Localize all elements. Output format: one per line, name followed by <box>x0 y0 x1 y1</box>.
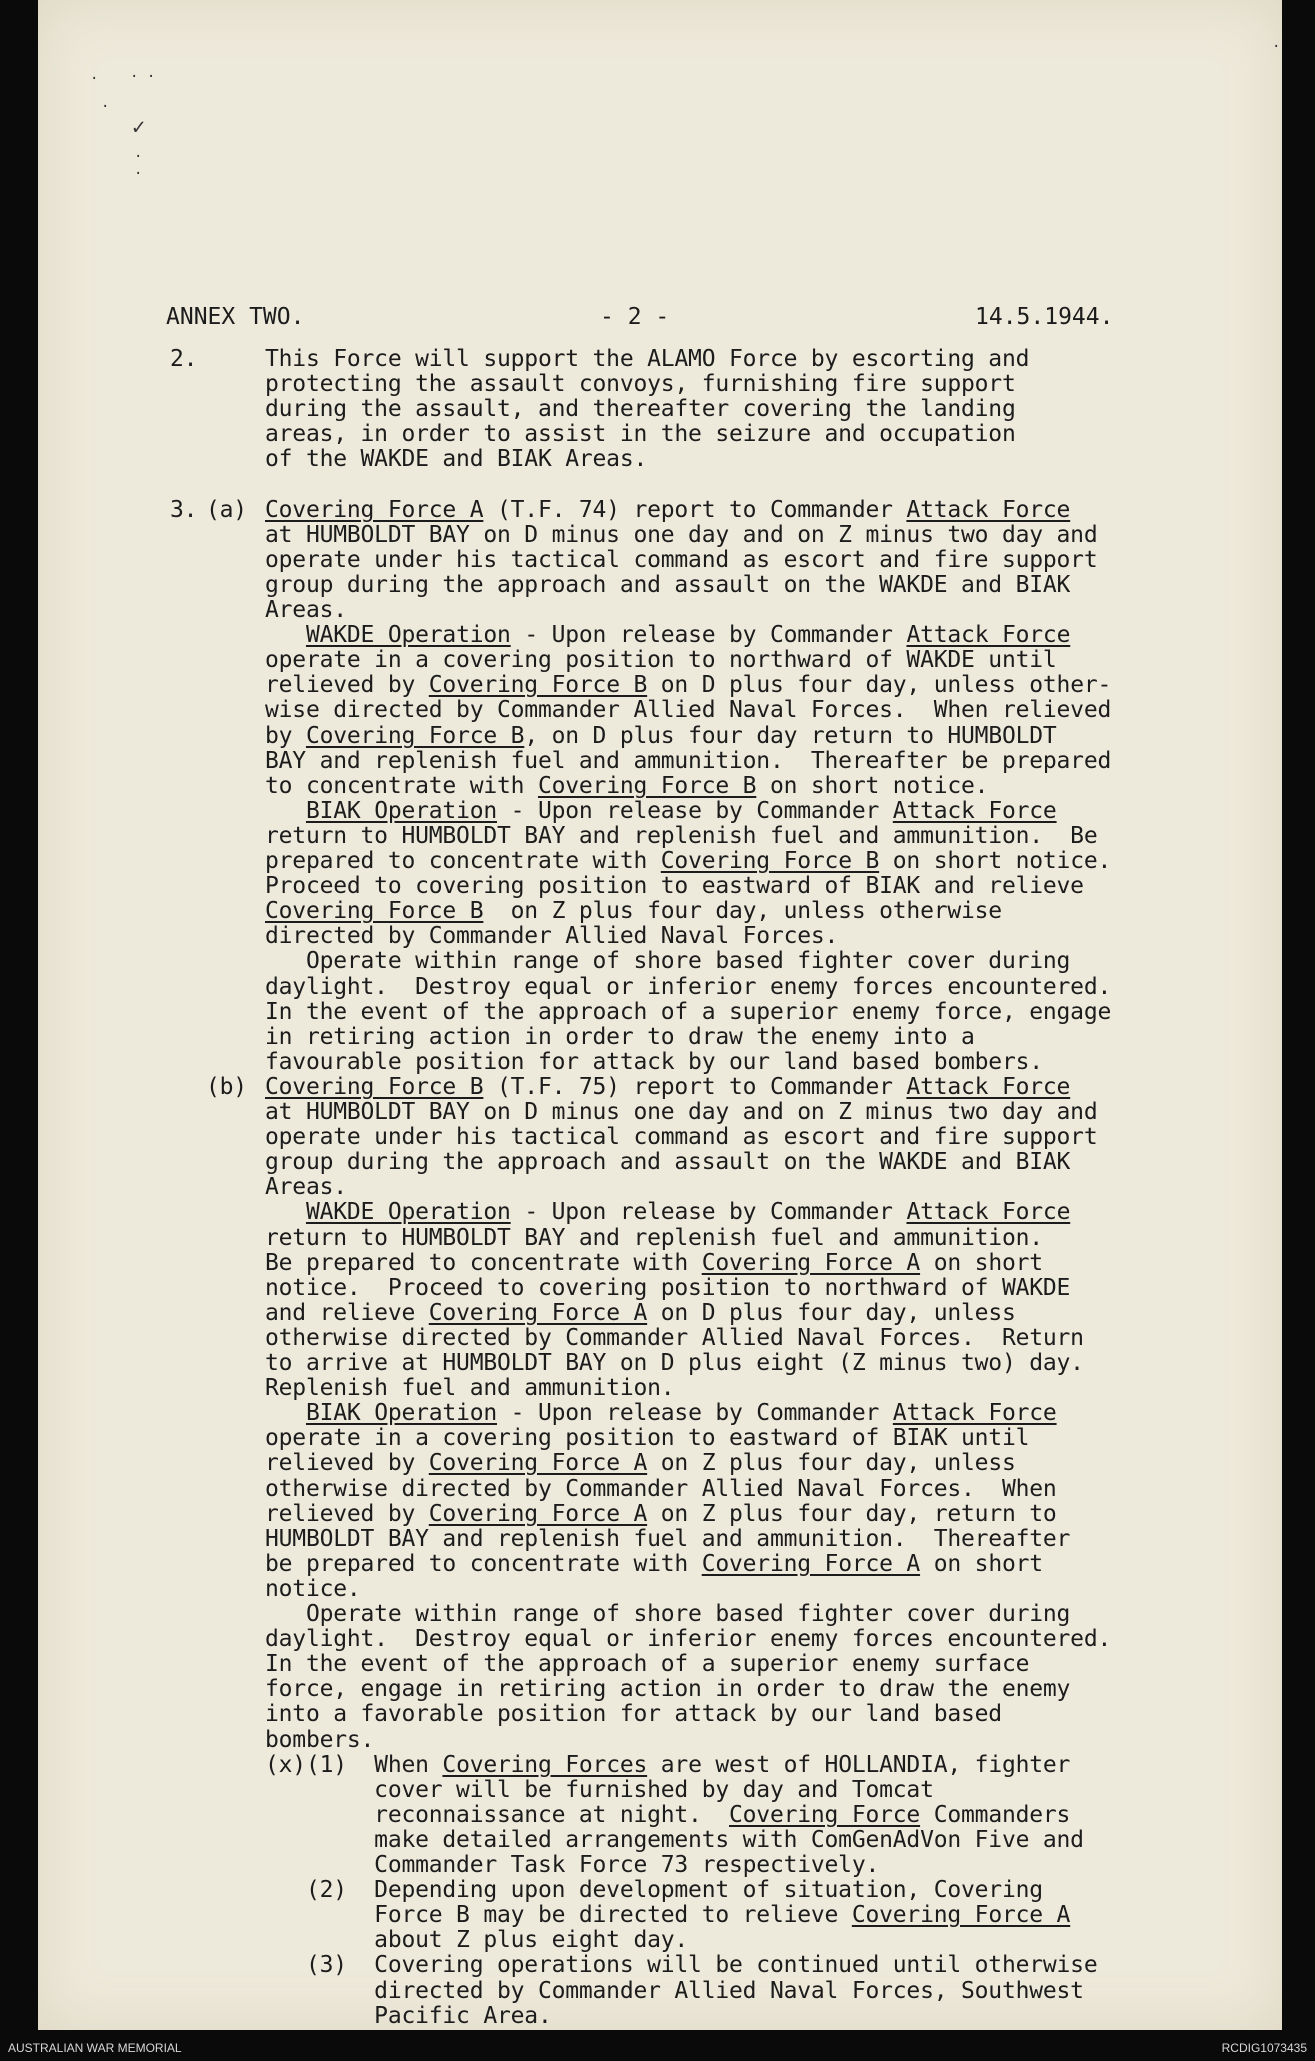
archive-name: AUSTRALIAN WAR MEMORIAL <box>8 2041 182 2055</box>
text-line: Pacific Area. <box>265 2003 552 2029</box>
staple-mark: ✓ <box>132 115 146 140</box>
text-line: of the WAKDE and BIAK Areas. <box>265 446 648 472</box>
text-line: WAKDE Operation - Upon release by Commander Attack Force <box>305 1199 1071 1225</box>
text-line: relieved by Covering Force B on D plus four day, unless other- <box>265 672 1112 698</box>
paragraph-number: 3. <box>170 497 198 523</box>
pin-hole-mark: · <box>134 166 143 182</box>
text-line: to arrive at HUMBOLDT BAY on D plus eight (Z minus two) day. <box>265 1350 1084 1376</box>
text-line: Covering Force B on Z plus four day, unless otherwise <box>265 898 1002 924</box>
text-line: operate in a covering position to northward of WAKDE until <box>265 647 1057 673</box>
text-line: notice. Proceed to covering position to northward of WAKDE <box>265 1275 1071 1301</box>
subparagraph-label: (a) <box>206 497 247 523</box>
text-line: by Covering Force B, on D plus four day return to HUMBOLDT <box>265 723 1057 749</box>
text-line: operate in a covering position to eastward of BIAK until <box>265 1425 1030 1451</box>
text-line: protecting the assault convoys, furnishing fire support <box>265 371 1016 397</box>
text-line: bombers. <box>265 1727 375 1753</box>
text-line: Operate within range of shore based fighter cover during <box>265 948 1071 974</box>
text-line: otherwise directed by Commander Allied Naval Forces. When <box>265 1476 1057 1502</box>
document-body <box>38 0 1282 2030</box>
pin-hole-mark: · <box>90 71 99 87</box>
text-line: (x)(1) When Covering Forces are west of HOLLANDIA, fighter <box>265 1752 1071 1778</box>
text-line: BIAK Operation - Upon release by Commander Attack Force <box>305 798 1057 824</box>
text-line: relieved by Covering Force A on Z plus four day, return to <box>265 1501 1057 1527</box>
pin-hole-mark: · <box>101 99 110 115</box>
paragraph-number: 2. <box>170 346 198 372</box>
document-page <box>38 0 1282 2030</box>
text-line: return to HUMBOLDT BAY and replenish fuel and ammunition. Be <box>265 823 1098 849</box>
text-line: Areas. <box>265 597 347 623</box>
text-line: Be prepared to concentrate with Covering Force A on short <box>265 1250 1043 1276</box>
text-line: otherwise directed by Commander Allied Naval Forces. Return <box>265 1325 1084 1351</box>
text-line: Replenish fuel and ammunition. <box>265 1375 675 1401</box>
text-line: operate under his tactical command as escort and fire support <box>265 547 1098 573</box>
text-line: In the event of the approach of a superior enemy force, engage <box>265 999 1112 1025</box>
document-date: 14.5.1944. <box>975 304 1114 330</box>
subparagraph-label: (b) <box>206 1074 247 1100</box>
archive-reference: RCDIG1073435 <box>1221 2041 1307 2055</box>
text-line: areas, in order to assist in the seizure and occupation <box>265 421 1016 447</box>
text-line: Operate within range of shore based fighter cover during <box>265 1601 1071 1627</box>
text-line: be prepared to concentrate with Covering Force A on short <box>265 1551 1043 1577</box>
text-line: directed by Commander Allied Naval Forces. <box>265 923 839 949</box>
page-number: - 2 - <box>600 304 670 330</box>
text-line: (3) Covering operations will be continued until otherwise <box>265 1952 1098 1978</box>
text-line: (2) Depending upon development of situation, Covering <box>265 1877 1043 1903</box>
text-line: about Z plus eight day. <box>265 1927 689 1953</box>
pin-hole-mark: · <box>134 149 143 165</box>
text-line: prepared to concentrate with Covering Force B on short notice. <box>265 848 1112 874</box>
text-line: relieved by Covering Force A on Z plus four day, unless <box>265 1450 1016 1476</box>
text-line: BAY and replenish fuel and ammunition. Thereafter be prepared <box>265 748 1112 774</box>
text-line: WAKDE Operation - Upon release by Commander Attack Force <box>305 622 1071 648</box>
text-line: HUMBOLDT BAY and replenish fuel and ammunition. Thereafter <box>265 1526 1071 1552</box>
text-line: Areas. <box>265 1174 347 1200</box>
text-line: Proceed to covering position to eastward of BIAK and relieve <box>265 873 1084 899</box>
text-line: during the assault, and thereafter covering the landing <box>265 396 1016 422</box>
text-line: Force B may be directed to relieve Covering Force A <box>265 1902 1071 1928</box>
text-line: in retiring action in order to draw the enemy into a <box>265 1024 975 1050</box>
text-line: force, engage in retiring action in order to draw the enemy <box>265 1676 1071 1702</box>
text-line: notice. <box>265 1576 361 1602</box>
text-line: directed by Commander Allied Naval Forces, Southwest <box>265 1978 1084 2004</box>
text-line: favourable position for attack by our land based bombers. <box>265 1049 1043 1075</box>
text-line: Commander Task Force 73 respectively. <box>265 1852 880 1878</box>
text-line: at HUMBOLDT BAY on D minus one day and on Z minus two day and <box>265 522 1098 548</box>
text-line: make detailed arrangements with ComGenAdVon Five and <box>265 1827 1084 1853</box>
text-line: return to HUMBOLDT BAY and replenish fuel and ammunition. <box>265 1225 1043 1251</box>
text-line: reconnaissance at night. Covering Force Commanders <box>265 1802 1071 1828</box>
text-line: wise directed by Commander Allied Naval Forces. When relieved <box>265 697 1112 723</box>
text-line: operate under his tactical command as escort and fire support <box>265 1124 1098 1150</box>
text-line: daylight. Destroy equal or inferior enemy forces encountered. <box>265 974 1112 1000</box>
text-line: group during the approach and assault on the WAKDE and BIAK <box>265 1149 1071 1175</box>
pin-hole-mark: · <box>1272 39 1281 55</box>
archive-footer <box>0 2035 1315 2061</box>
text-line: cover will be furnished by day and Tomcat <box>265 1777 934 1803</box>
annex-label: ANNEX TWO. <box>166 304 305 330</box>
text-line: at HUMBOLDT BAY on D minus one day and on Z minus two day and <box>265 1099 1098 1125</box>
text-line: daylight. Destroy equal or inferior enemy forces encountered. <box>265 1626 1112 1652</box>
text-line: Covering Force B (T.F. 75) report to Commander Attack Force <box>265 1074 1071 1100</box>
text-line: This Force will support the ALAMO Force by escorting and <box>265 346 1030 372</box>
text-line: and relieve Covering Force A on D plus four day, unless <box>265 1300 1016 1326</box>
text-line: into a favorable position for attack by our land based <box>265 1701 1002 1727</box>
pin-hole-mark: · · <box>130 69 156 85</box>
text-line: In the event of the approach of a superior enemy surface <box>265 1651 1030 1677</box>
text-line: to concentrate with Covering Force B on short notice. <box>265 773 989 799</box>
text-line: group during the approach and assault on the WAKDE and BIAK <box>265 572 1071 598</box>
text-line: Covering Force A (T.F. 74) report to Commander Attack Force <box>265 497 1071 523</box>
text-line: BIAK Operation - Upon release by Commander Attack Force <box>305 1400 1057 1426</box>
